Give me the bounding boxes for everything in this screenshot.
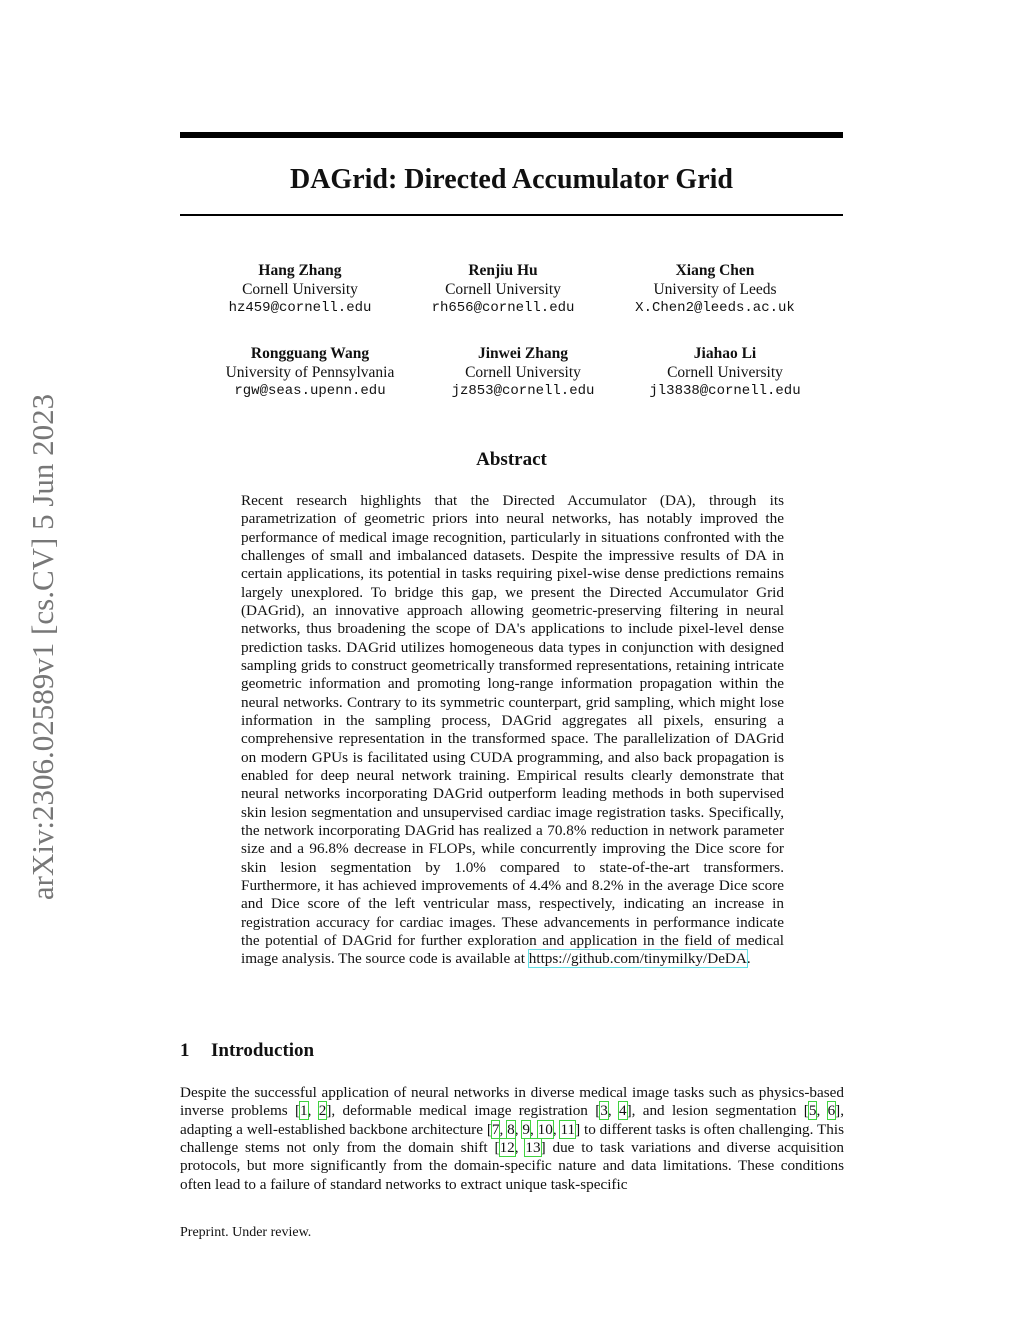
abstract-text: Recent research highlights that the Directed Accumulator (DA), through its parametrization of geometric priors into neural networks, has notably improved the performance of medical image recognition, particularly in situations confronted with the challenges of small and imbalanced datasets. Despite the impressive results of DA in certain applications, its potential in tasks requiring pixel-wise dense predictions remains largely unexplored. To bridge this gap, we present the Directed Accumulator Grid (DAGrid), an innovative approach allowing geometric-preserving filtering in neural networks, thus broadening the scope of DA's applications to include pixel-level dense prediction tasks. DAGrid utilizes homogeneous data types in conjunction with designed sampling grids to construct geometrically transformed representations, retaining intricate geometric information and promoting long-range information propagation within the neural networks. Contrary to its symmetric counterpart, grid sampling, which might lose information in the sampling process, DAGrid aggregates all pixels, ensuring a comprehensive representation in the transformed space. The parallelization of DAGrid on modern GPUs is facilitated using CUDA programming, and also back propagation is enabled for deep neural network training. Empirical results clearly demonstrate that neural networks incorporating DAGrid outperform leading methods in both supervised skin lesion segmentation and unsupervised cardiac image registration tasks. Specifically, the network incorporating DAGrid has realized a 70.8% reduction in network parameter size and a 96.8% decrease in FLOPs, while concurrently improving the Dice score for skin lesion segmentation by 1.0% compared to state-of-the-art transformers. Furthermore, it has achieved improvements of 4.4% and 8.2% in the average Dice score and Dice score of the left ventricular mass, respectively, indicating an increase in registration accuracy for cardiac images. These advancements in performance indicate the potential of DAGrid for further exploration and application in the field of medical image analysis. The source code is available at [241, 492, 784, 968]
intro-text: ] due to task variations and diverse acquisition protocols, but more significantly from the domain-specific nature and data limitations. These conditions often lead to a failure of standard networks to extract unique task-specific [180, 1138, 845, 1193]
author-email[interactable]: rh656@cornell.edu [431, 300, 575, 316]
citation-sep: , [529, 1120, 538, 1138]
citation-link[interactable]: 12 [499, 1138, 515, 1156]
intro-text: ], deformable medical image registration [ [326, 1102, 601, 1120]
abstract-body [241, 492, 784, 969]
author-affiliation: Cornell University [445, 280, 561, 298]
intro-text: ], and lesion segmentation [ [626, 1102, 809, 1120]
citation-link[interactable]: 6 [827, 1102, 836, 1120]
citation-link[interactable]: 5 [808, 1102, 817, 1120]
author-affiliation: University of Leeds [653, 280, 777, 298]
citation-sep: , [607, 1102, 619, 1120]
author-name: Jiahao Li [693, 345, 757, 362]
citation-link[interactable]: 2 [318, 1102, 327, 1120]
author-affiliation: Cornell University [465, 363, 581, 381]
arxiv-identifier [20, 367, 66, 927]
citation-link[interactable]: 3 [600, 1102, 608, 1120]
author-email[interactable]: rgw@seas.upenn.edu [234, 383, 386, 399]
author-email[interactable]: hz459@cornell.edu [228, 300, 372, 316]
citation-link[interactable]: 7 [491, 1120, 500, 1138]
arxiv-id-text: arXiv:2306.02589v1 [cs.CV] 5 Jun 2023 [25, 393, 61, 901]
citation-link[interactable]: 9 [522, 1120, 530, 1138]
citation-link[interactable]: 8 [507, 1120, 515, 1138]
citation-sep: , [816, 1102, 828, 1120]
author-email[interactable]: X.Chen2@leeds.ac.uk [635, 300, 795, 316]
abstract-heading: Abstract [476, 449, 547, 470]
author-affiliation: Cornell University [667, 363, 783, 381]
citation-sep: , [514, 1138, 526, 1156]
author-block [605, 262, 825, 318]
citation-sep: , [499, 1120, 508, 1138]
author-block [413, 345, 633, 401]
author-affiliation: Cornell University [242, 280, 358, 298]
intro-text: ], adapting a well-established backbone architecture [ [180, 1102, 845, 1138]
citation-sep: , [552, 1120, 561, 1138]
citation-link[interactable]: 10 [537, 1120, 553, 1138]
author-name: Xiang Chen [675, 262, 755, 279]
author-block [615, 345, 835, 401]
source-code-link[interactable]: https://github.com/tinymilky/DeDA [528, 950, 747, 968]
author-email[interactable]: jz853@cornell.edu [451, 383, 595, 399]
section-number: 1 [180, 1040, 190, 1061]
author-block [190, 262, 410, 318]
intro-text: Despite the successful application of neural networks in diverse medical image tasks such as physics-based inverse problems [ [180, 1084, 844, 1120]
author-affiliation: University of Pennsylvania [225, 363, 395, 381]
citation-sep: , [307, 1102, 319, 1120]
author-name: Jinwei Zhang [477, 345, 568, 362]
section-title: Introduction [211, 1040, 315, 1061]
citation-link[interactable]: 4 [618, 1102, 627, 1120]
intro-text: ] to different tasks is often challenging. This challenge stems not only from the domain shift [ [180, 1120, 845, 1156]
author-name: Hang Zhang [258, 262, 342, 279]
introduction-paragraph [180, 1084, 844, 1194]
title-bottom-rule [180, 214, 843, 216]
author-block [200, 345, 420, 401]
citation-sep: , [514, 1120, 523, 1138]
footer-note: Preprint. Under review. [180, 1225, 312, 1240]
citation-link[interactable]: 11 [560, 1120, 576, 1138]
section-heading [180, 1039, 843, 1063]
abstract-period: . [746, 950, 751, 968]
paper-title: DAGrid: Directed Accumulator Grid [289, 164, 733, 195]
citation-link[interactable]: 1 [300, 1102, 308, 1120]
author-name: Rongguang Wang [250, 345, 370, 362]
author-block [393, 262, 613, 318]
author-name: Renjiu Hu [468, 262, 538, 279]
citation-link[interactable]: 13 [525, 1138, 541, 1156]
title-top-rule [180, 132, 843, 138]
author-email[interactable]: jl3838@cornell.edu [649, 383, 801, 399]
